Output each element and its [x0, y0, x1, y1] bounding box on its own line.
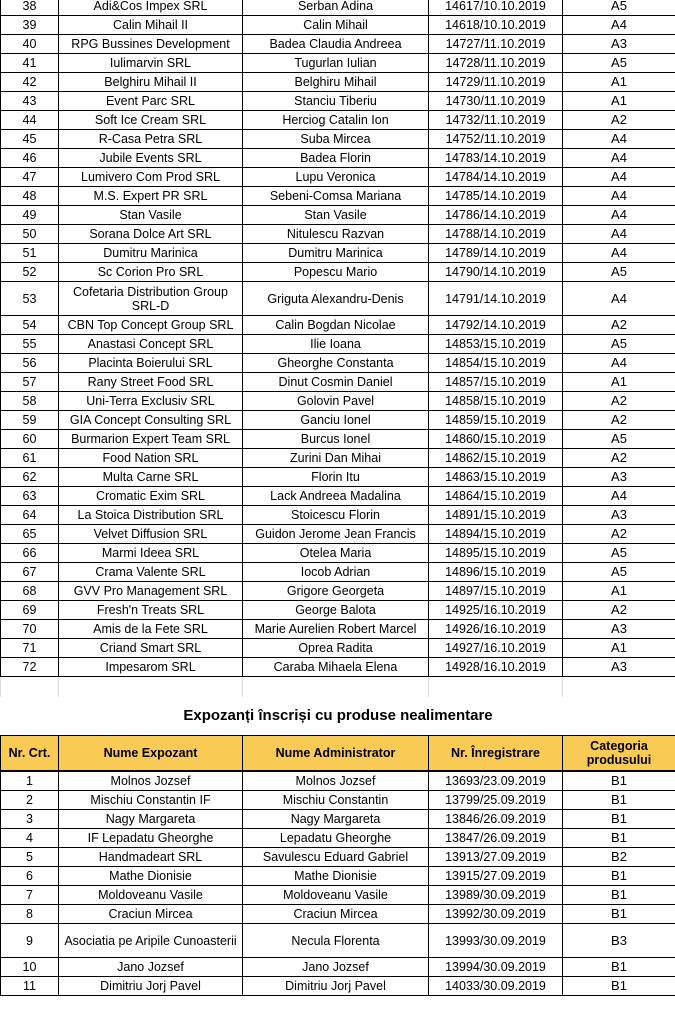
cell-expozant: Belghiru Mihail II	[59, 73, 243, 92]
table-row	[1, 791, 675, 810]
cell-expozant: Uni-Terra Exclusiv SRL	[59, 392, 243, 411]
cell-inregistrare: 13989/30.09.2019	[429, 886, 563, 905]
cell-expozant: Mischiu Constantin IF	[59, 791, 243, 810]
cell-expozant: Lumivero Com Prod SRL	[59, 168, 243, 187]
cell-categoria: B1	[563, 886, 675, 905]
cell-nr: 54	[1, 316, 59, 335]
cell-expozant: RPG Bussines Development	[59, 35, 243, 54]
cell-nr: 59	[1, 411, 59, 430]
cell-expozant: Velvet Diffusion SRL	[59, 525, 243, 544]
cell-nr: 39	[1, 16, 59, 35]
header-nr: Nr. Crt.	[1, 736, 59, 771]
cell-expozant: La Stoica Distribution SRL	[59, 506, 243, 525]
table-row	[1, 92, 675, 111]
cell-inregistrare: 13913/27.09.2019	[429, 848, 563, 867]
cell-administrator: Florin Itu	[243, 468, 429, 487]
cell-inregistrare: 14862/15.10.2019	[429, 449, 563, 468]
cell-administrator: Oprea Radita	[243, 639, 429, 658]
cell-administrator: Otelea Maria	[243, 544, 429, 563]
cell-nr: 9	[1, 924, 59, 958]
cell-inregistrare: 14783/14.10.2019	[429, 149, 563, 168]
cell-categoria: A5	[563, 563, 675, 582]
cell-inregistrare: 14732/11.10.2019	[429, 111, 563, 130]
cell-expozant: Impesarom SRL	[59, 658, 243, 677]
table-row	[1, 468, 675, 487]
cell-expozant: IF Lepadatu Gheorghe	[59, 829, 243, 848]
cell-administrator: Stan Vasile	[243, 206, 429, 225]
cell-nr: 11	[1, 977, 59, 996]
table-row	[1, 958, 675, 977]
cell-nr: 58	[1, 392, 59, 411]
cell-categoria: A1	[563, 639, 675, 658]
table-row	[1, 130, 675, 149]
cell-nr: 56	[1, 354, 59, 373]
cell-categoria: B1	[563, 977, 675, 996]
cell-nr: 57	[1, 373, 59, 392]
cell-administrator: Lepadatu Gheorghe	[243, 829, 429, 848]
cell-categoria: A2	[563, 525, 675, 544]
cell-inregistrare: 14891/15.10.2019	[429, 506, 563, 525]
cell-expozant: Handmadeart SRL	[59, 848, 243, 867]
cell-administrator: Mischiu Constantin	[243, 791, 429, 810]
cell-inregistrare: 13846/26.09.2019	[429, 810, 563, 829]
cell-categoria: A1	[563, 92, 675, 111]
cell-expozant: Placinta Boierului SRL	[59, 354, 243, 373]
cell-categoria: A4	[563, 282, 675, 316]
cell-categoria: A4	[563, 225, 675, 244]
cell-expozant: Asociatia pe Aripile Cunoasterii	[59, 924, 243, 958]
cell-nr: 49	[1, 206, 59, 225]
cell-inregistrare: 13993/30.09.2019	[429, 924, 563, 958]
cell-inregistrare: 14860/15.10.2019	[429, 430, 563, 449]
cell-administrator: Badea Florin	[243, 149, 429, 168]
cell-administrator: Dumitru Marinica	[243, 244, 429, 263]
cell-expozant: GVV Pro Management SRL	[59, 582, 243, 601]
cell-inregistrare: 14926/16.10.2019	[429, 620, 563, 639]
cell-expozant: Nagy Margareta	[59, 810, 243, 829]
cell-administrator: Sebeni-Comsa Mariana	[243, 187, 429, 206]
cell-inregistrare: 13847/26.09.2019	[429, 829, 563, 848]
table-row	[1, 354, 675, 373]
cell-categoria: A4	[563, 187, 675, 206]
cell-nr: 53	[1, 282, 59, 316]
cell-administrator: Iocob Adrian	[243, 563, 429, 582]
cell-administrator: Tugurlan Iulian	[243, 54, 429, 73]
cell-inregistrare: 13799/25.09.2019	[429, 791, 563, 810]
cell-inregistrare: 14857/15.10.2019	[429, 373, 563, 392]
table-row	[1, 244, 675, 263]
cell-nr: 46	[1, 149, 59, 168]
cell-nr: 1	[1, 772, 59, 791]
cell-administrator: Moldoveanu Vasile	[243, 886, 429, 905]
cell-nr: 55	[1, 335, 59, 354]
cell-nr: 71	[1, 639, 59, 658]
table-row	[1, 149, 675, 168]
cell-categoria: A1	[563, 373, 675, 392]
table-row	[1, 867, 675, 886]
cell-categoria: A1	[563, 582, 675, 601]
cell-administrator: Herciog Catalin Ion	[243, 111, 429, 130]
cell-expozant: Criand Smart SRL	[59, 639, 243, 658]
cell-expozant: Rany Street Food SRL	[59, 373, 243, 392]
cell-inregistrare: 14789/14.10.2019	[429, 244, 563, 263]
cell-administrator: Dinut Cosmin Daniel	[243, 373, 429, 392]
cell-expozant: Anastasi Concept SRL	[59, 335, 243, 354]
cell-categoria: B1	[563, 772, 675, 791]
cell-inregistrare: 14859/15.10.2019	[429, 411, 563, 430]
cell-inregistrare: 14727/11.10.2019	[429, 35, 563, 54]
cell-categoria: B1	[563, 958, 675, 977]
cell-inregistrare: 14790/14.10.2019	[429, 263, 563, 282]
table-row	[1, 316, 675, 335]
cell-nr: 62	[1, 468, 59, 487]
table-row	[1, 829, 675, 848]
cell-categoria: A2	[563, 411, 675, 430]
table-row	[1, 810, 675, 829]
cell-inregistrare: 14728/11.10.2019	[429, 54, 563, 73]
cell-expozant: Iulimarvin SRL	[59, 54, 243, 73]
cell-administrator: Suba Mircea	[243, 130, 429, 149]
table-row	[1, 658, 675, 677]
table-row	[1, 772, 675, 791]
cell-administrator: Caraba Mihaela Elena	[243, 658, 429, 677]
cell-nr: 45	[1, 130, 59, 149]
header-inregistrare: Nr. Înregistrare	[429, 736, 563, 771]
cell-nr: 64	[1, 506, 59, 525]
cell-nr: 50	[1, 225, 59, 244]
cell-expozant: Moldoveanu Vasile	[59, 886, 243, 905]
cell-expozant: Jano Jozsef	[59, 958, 243, 977]
cell-inregistrare: 13693/23.09.2019	[429, 772, 563, 791]
cell-expozant: R-Casa Petra SRL	[59, 130, 243, 149]
table-row	[1, 430, 675, 449]
cell-nr: 6	[1, 867, 59, 886]
cell-expozant: Fresh'n Treats SRL	[59, 601, 243, 620]
cell-administrator: Nagy Margareta	[243, 810, 429, 829]
cell-nr: 44	[1, 111, 59, 130]
cell-expozant: Mathe Dionisie	[59, 867, 243, 886]
cell-categoria: A4	[563, 16, 675, 35]
cell-expozant: Amis de la Fete SRL	[59, 620, 243, 639]
cell-categoria: A5	[563, 263, 675, 282]
cell-administrator: Calin Bogdan Nicolae	[243, 316, 429, 335]
table-row	[1, 54, 675, 73]
cell-expozant: M.S. Expert PR SRL	[59, 187, 243, 206]
table-row	[1, 35, 675, 54]
cell-expozant: Sc Corion Pro SRL	[59, 263, 243, 282]
cell-categoria: A5	[563, 54, 675, 73]
cell-administrator: Zurini Dan Mihai	[243, 449, 429, 468]
cell-inregistrare: 14729/11.10.2019	[429, 73, 563, 92]
cell-expozant: Dimitriu Jorj Pavel	[59, 977, 243, 996]
cell-expozant: GIA Concept Consulting SRL	[59, 411, 243, 430]
cell-categoria: B1	[563, 829, 675, 848]
cell-categoria: B1	[563, 810, 675, 829]
header-categoria: Categoria produsului	[563, 736, 675, 771]
cell-nr: 51	[1, 244, 59, 263]
cell-inregistrare: 14925/16.10.2019	[429, 601, 563, 620]
cell-categoria: B1	[563, 867, 675, 886]
cell-nr: 43	[1, 92, 59, 111]
cell-categoria: A2	[563, 111, 675, 130]
table-row	[1, 16, 675, 35]
cell-administrator: Dimitriu Jorj Pavel	[243, 977, 429, 996]
cell-nr: 52	[1, 263, 59, 282]
table-row	[1, 111, 675, 130]
cell-expozant: Marmi Ideea SRL	[59, 544, 243, 563]
cell-categoria: A1	[563, 73, 675, 92]
cell-expozant: Jubile Events SRL	[59, 149, 243, 168]
cell-nr: 69	[1, 601, 59, 620]
table-row	[1, 639, 675, 658]
cell-categoria: A5	[563, 0, 675, 16]
header-expozant: Nume Expozant	[59, 736, 243, 771]
cell-expozant: Craciun Mircea	[59, 905, 243, 924]
cell-expozant: Food Nation SRL	[59, 449, 243, 468]
cell-expozant: Dumitru Marinica	[59, 244, 243, 263]
cell-inregistrare: 14792/14.10.2019	[429, 316, 563, 335]
table-row	[1, 168, 675, 187]
cell-inregistrare: 13915/27.09.2019	[429, 867, 563, 886]
cell-administrator: Stanciu Tiberiu	[243, 92, 429, 111]
cell-expozant: Burmarion Expert Team SRL	[59, 430, 243, 449]
cell-administrator: Mathe Dionisie	[243, 867, 429, 886]
cell-administrator: Ilie Ioana	[243, 335, 429, 354]
cell-inregistrare: 13992/30.09.2019	[429, 905, 563, 924]
cell-administrator: Marie Aurelien Robert Marcel	[243, 620, 429, 639]
cell-nr: 8	[1, 905, 59, 924]
table-row	[1, 392, 675, 411]
cell-expozant: Cromatic Exim SRL	[59, 487, 243, 506]
cell-inregistrare: 14784/14.10.2019	[429, 168, 563, 187]
cell-inregistrare: 13994/30.09.2019	[429, 958, 563, 977]
cell-administrator: Golovin Pavel	[243, 392, 429, 411]
cell-administrator: Lack Andreea Madalina	[243, 487, 429, 506]
cell-expozant: Cofetaria Distribution Group SRL-D	[59, 282, 243, 316]
table-row	[1, 905, 675, 924]
cell-nr: 63	[1, 487, 59, 506]
cell-categoria: A5	[563, 430, 675, 449]
cell-administrator: Savulescu Eduard Gabriel	[243, 848, 429, 867]
cell-categoria: A4	[563, 206, 675, 225]
cell-nr: 48	[1, 187, 59, 206]
cell-administrator: Nitulescu Razvan	[243, 225, 429, 244]
cell-nr: 40	[1, 35, 59, 54]
cell-categoria: A4	[563, 244, 675, 263]
cell-categoria: A4	[563, 487, 675, 506]
cell-categoria: A2	[563, 449, 675, 468]
cell-categoria: B1	[563, 905, 675, 924]
cell-administrator: Stoicescu Florin	[243, 506, 429, 525]
cell-categoria: A4	[563, 149, 675, 168]
cell-nr: 65	[1, 525, 59, 544]
cell-categoria: A2	[563, 601, 675, 620]
cell-inregistrare: 14785/14.10.2019	[429, 187, 563, 206]
cell-expozant: Stan Vasile	[59, 206, 243, 225]
cell-administrator: Jano Jozsef	[243, 958, 429, 977]
cell-inregistrare: 14858/15.10.2019	[429, 392, 563, 411]
table-row	[1, 187, 675, 206]
cell-inregistrare: 14863/15.10.2019	[429, 468, 563, 487]
cell-inregistrare: 14788/14.10.2019	[429, 225, 563, 244]
cell-inregistrare: 14895/15.10.2019	[429, 544, 563, 563]
table-row	[1, 977, 675, 996]
section-title: Expozanți înscriși cu produse nealimentare	[183, 707, 493, 724]
cell-inregistrare: 14033/30.09.2019	[429, 977, 563, 996]
cell-nr: 3	[1, 810, 59, 829]
cell-administrator: Burcus Ionel	[243, 430, 429, 449]
table-row	[1, 620, 675, 639]
cell-inregistrare: 14897/15.10.2019	[429, 582, 563, 601]
cell-nr: 5	[1, 848, 59, 867]
table-row	[1, 848, 675, 867]
table-row	[1, 282, 675, 316]
cell-administrator: Molnos Jozsef	[243, 772, 429, 791]
cell-nr: 47	[1, 168, 59, 187]
table-row	[1, 335, 675, 354]
table-row	[1, 487, 675, 506]
table-row	[1, 924, 675, 958]
table-row	[1, 73, 675, 92]
cell-inregistrare: 14928/16.10.2019	[429, 658, 563, 677]
table-row	[1, 506, 675, 525]
cell-expozant: Crama Valente SRL	[59, 563, 243, 582]
cell-nr: 68	[1, 582, 59, 601]
cell-administrator: Guidon Jerome Jean Francis	[243, 525, 429, 544]
cell-inregistrare: 14896/15.10.2019	[429, 563, 563, 582]
cell-inregistrare: 14752/11.10.2019	[429, 130, 563, 149]
table-row	[1, 582, 675, 601]
table-row	[1, 886, 675, 905]
exhibitors-nonfood-table	[0, 771, 675, 996]
cell-nr: 42	[1, 73, 59, 92]
cell-categoria: B1	[563, 791, 675, 810]
cell-categoria: A4	[563, 354, 675, 373]
cell-categoria: B3	[563, 924, 675, 958]
cell-categoria: A2	[563, 316, 675, 335]
cell-administrator: Ganciu Ionel	[243, 411, 429, 430]
cell-nr: 66	[1, 544, 59, 563]
cell-inregistrare: 14617/10.10.2019	[429, 0, 563, 16]
cell-categoria: A3	[563, 468, 675, 487]
cell-categoria: A4	[563, 130, 675, 149]
cell-nr: 70	[1, 620, 59, 639]
cell-administrator: Necula Florenta	[243, 924, 429, 958]
cell-expozant: Molnos Jozsef	[59, 772, 243, 791]
cell-nr: 7	[1, 886, 59, 905]
cell-categoria: B2	[563, 848, 675, 867]
cell-inregistrare: 14864/15.10.2019	[429, 487, 563, 506]
cell-expozant: Multa Carne SRL	[59, 468, 243, 487]
cell-nr: 2	[1, 791, 59, 810]
table-row	[1, 206, 675, 225]
table-row	[1, 563, 675, 582]
cell-administrator: Lupu Veronica	[243, 168, 429, 187]
table-row	[1, 601, 675, 620]
cell-inregistrare: 14618/10.10.2019	[429, 16, 563, 35]
cell-categoria: A4	[563, 168, 675, 187]
cell-nr: 4	[1, 829, 59, 848]
cell-categoria: A3	[563, 35, 675, 54]
cell-categoria: A3	[563, 658, 675, 677]
cell-nr: 38	[1, 0, 59, 16]
cell-expozant: CBN Top Concept Group SRL	[59, 316, 243, 335]
cell-expozant: Adi&Cos Impex SRL	[59, 0, 243, 16]
table-row	[1, 225, 675, 244]
cell-expozant: Soft Ice Cream SRL	[59, 111, 243, 130]
cell-administrator: Serban Adina	[243, 0, 429, 16]
cell-expozant: Sorana Dolce Art SRL	[59, 225, 243, 244]
cell-inregistrare: 14854/15.10.2019	[429, 354, 563, 373]
table-row	[1, 263, 675, 282]
table-row	[1, 373, 675, 392]
cell-nr: 67	[1, 563, 59, 582]
cell-expozant: Event Parc SRL	[59, 92, 243, 111]
cell-categoria: A3	[563, 620, 675, 639]
cell-administrator: Calin Mihail	[243, 16, 429, 35]
blank-row	[1, 677, 675, 697]
cell-categoria: A2	[563, 392, 675, 411]
cell-administrator: Badea Claudia Andreea	[243, 35, 429, 54]
cell-inregistrare: 14927/16.10.2019	[429, 639, 563, 658]
cell-nr: 72	[1, 658, 59, 677]
table-row	[1, 0, 675, 16]
cell-inregistrare: 14853/15.10.2019	[429, 335, 563, 354]
cell-administrator: Craciun Mircea	[243, 905, 429, 924]
cell-nr: 10	[1, 958, 59, 977]
cell-categoria: A5	[563, 544, 675, 563]
cell-inregistrare: 14894/15.10.2019	[429, 525, 563, 544]
table-row	[1, 411, 675, 430]
cell-administrator: Popescu Mario	[243, 263, 429, 282]
cell-administrator: George Balota	[243, 601, 429, 620]
header-administrator: Nume Administrator	[243, 736, 429, 771]
table-row	[1, 544, 675, 563]
cell-nr: 41	[1, 54, 59, 73]
cell-administrator: Belghiru Mihail	[243, 73, 429, 92]
cell-administrator: Grigore Georgeta	[243, 582, 429, 601]
cell-nr: 60	[1, 430, 59, 449]
table-row	[1, 525, 675, 544]
cell-administrator: Gheorghe Constanta	[243, 354, 429, 373]
cell-administrator: Griguta Alexandru-Denis	[243, 282, 429, 316]
cell-categoria: A5	[563, 335, 675, 354]
cell-expozant: Calin Mihail II	[59, 16, 243, 35]
section-title-row	[1, 697, 675, 736]
cell-inregistrare: 14730/11.10.2019	[429, 92, 563, 111]
cell-inregistrare: 14791/14.10.2019	[429, 282, 563, 316]
table-row	[1, 449, 675, 468]
cell-inregistrare: 14786/14.10.2019	[429, 206, 563, 225]
cell-nr: 61	[1, 449, 59, 468]
section-header-table	[0, 677, 675, 771]
cell-categoria: A3	[563, 506, 675, 525]
